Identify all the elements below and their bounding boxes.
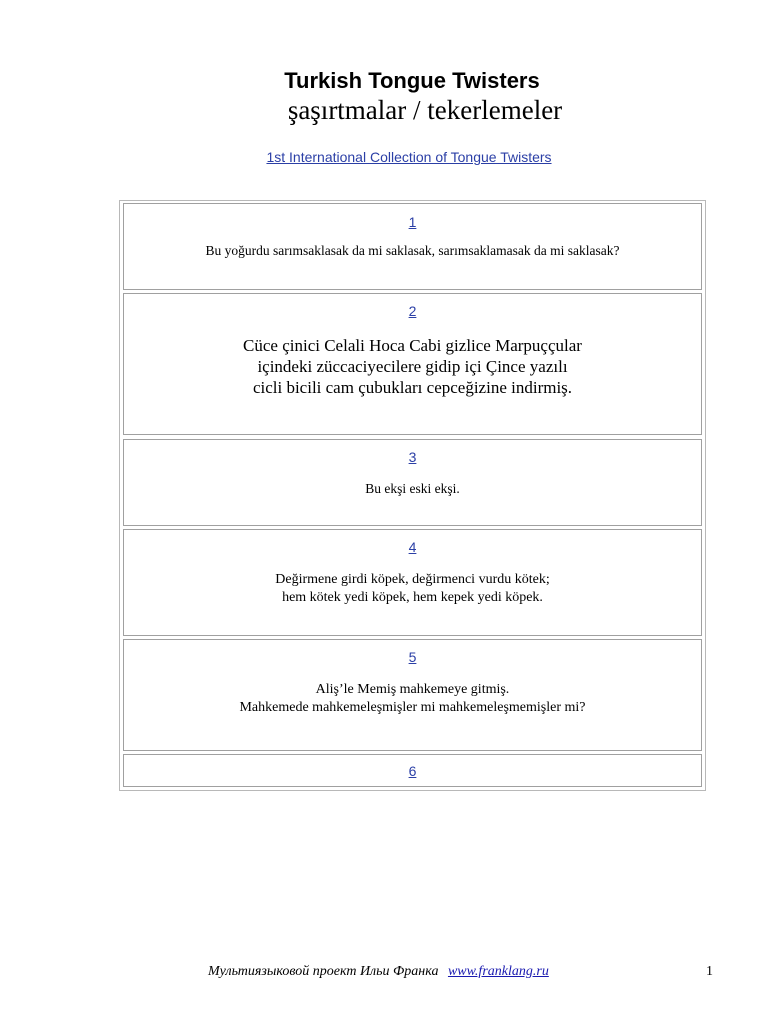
twister-line: Bu ekşi eski ekşi. [365,481,460,496]
twister-line: Aliş’le Memiş mahkemeye gitmiş. [315,682,510,697]
twister-cell [123,439,702,526]
twister-cell [123,754,702,787]
twister-number-link[interactable]: 4 [408,539,417,555]
twister-number-link[interactable]: 2 [408,303,417,319]
twister-number-link[interactable]: 5 [408,649,417,665]
twister-cell [123,293,702,435]
twister-text [124,681,701,717]
twister-line: Değirmene girdi köpek, değirmenci vurdu kötek; [275,572,550,587]
twister-text [124,335,701,398]
twister-text [124,481,701,497]
twister-cell [123,639,702,751]
twister-text [124,571,701,607]
twister-number-link[interactable]: 1 [408,214,417,230]
twister-line: hem kötek yedi köpek, hem kepek yedi köpek. [282,590,543,605]
twister-line: Bu yoğurdu sarımsaklasak da mi saklasak, sarımsaklamasak da mi saklasak? [205,243,620,258]
tongue-twister-table [119,200,706,791]
twister-line: içindeki züccaciyecilere gidip içi Çince yazılı [257,357,568,376]
page-title: Turkish Tongue Twisters [284,68,540,93]
twister-line: Cüce çinici Celali Hoca Cabi gizlice Marpuççular [243,336,582,355]
twister-number-link[interactable]: 6 [408,763,417,779]
page-subtitle: şaşırtmalar / tekerlemeler [287,95,563,125]
twister-cell [123,203,702,290]
page-number: 1 [706,964,713,979]
twister-line: cicli bicili cam çubukları cepceğizine indirmiş. [252,378,573,397]
twister-line: Mahkemede mahkemeleşmişler mi mahkemeleşmemişler mi? [239,700,586,715]
page-footer [208,964,549,980]
footer-project-text: Мультиязыковой проект Ильи Франка [208,964,439,979]
collection-link-row [0,149,768,165]
twister-number-link[interactable]: 3 [408,449,417,465]
twister-text [124,243,701,259]
collection-link[interactable]: 1st International Collection of Tongue Twisters [266,149,552,165]
footer-website-link[interactable]: www.franklang.ru [447,964,549,979]
twister-cell [123,529,702,636]
